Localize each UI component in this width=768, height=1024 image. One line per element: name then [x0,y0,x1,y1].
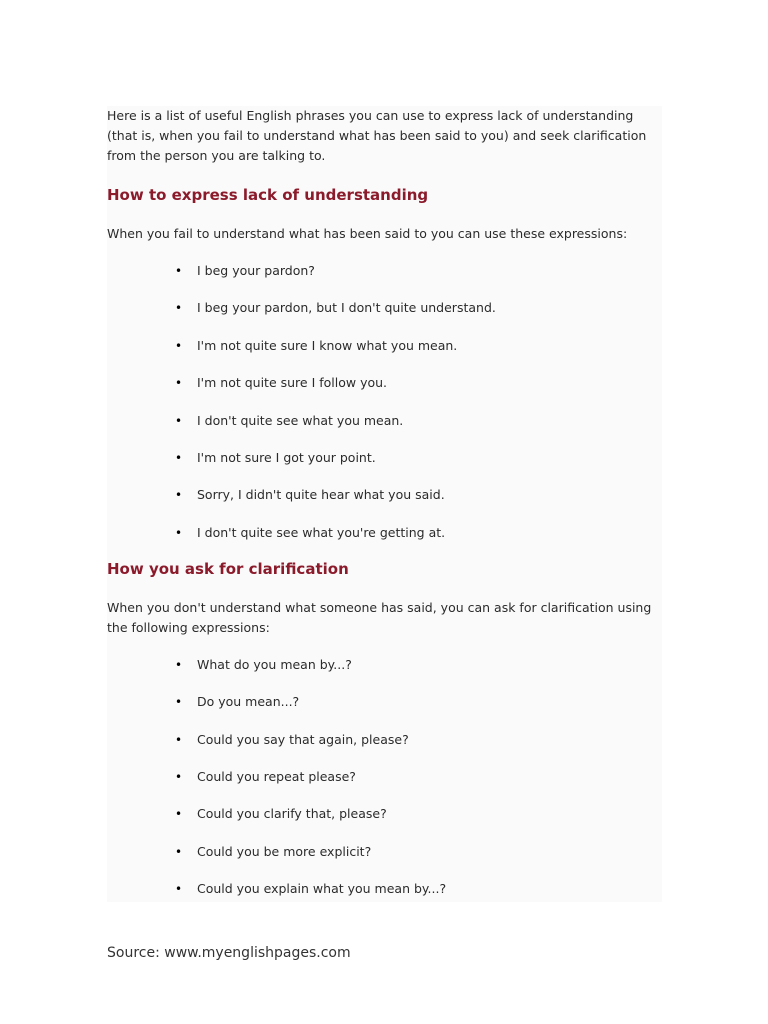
list-item: • Could you clarify that, please? [107,804,662,824]
lead-ask-for-clarification: When you don't understand what someone has said, you can ask for clarification using the following expressions: [107,599,652,635]
source-line: Source: www.myenglishpages.com [107,945,351,961]
list-item: • Could you explain what you mean by...? [107,879,662,899]
bullet-icon: • [175,338,183,353]
bullet-icon: • [175,695,183,710]
list-item: • I don't quite see what you mean. [107,411,662,431]
bullet-icon: • [175,264,183,278]
bullet-icon: • [175,657,183,672]
heading-ask-for-clarification: How you ask for clarification [107,559,349,578]
document-panel [107,106,662,902]
bullet-icon: • [175,413,183,428]
list-ask-for-clarification [107,655,662,899]
bullet-icon: • [175,732,183,747]
list-item: • Could you be more explicit? [107,842,662,862]
bullet-icon: • [175,301,183,316]
list-item: • Sorry, I didn't quite hear what you said. [107,485,662,505]
bullet-icon: • [175,376,183,391]
list-item: • I beg your pardon, but I don't quite understand. [107,298,662,318]
list-item: • Could you say that again, please? [107,730,662,750]
list-item: • Could you repeat please? [107,767,662,787]
list-item: • I don't quite see what you're getting at. [107,523,662,543]
bullet-icon: • [175,769,183,784]
bullet-icon: • [175,844,183,859]
list-item: • I'm not quite sure I follow you. [107,373,662,393]
bullet-icon: • [175,807,183,822]
bullet-icon: • [175,525,183,540]
list-item: • Do you mean...? [107,692,662,712]
bullet-icon: • [175,882,183,897]
heading-lack-of-understanding: How to express lack of understanding [107,186,429,204]
list-lack-of-understanding [107,261,662,543]
lead-lack-of-understanding: When you fail to understand what has been said to you can use these expressions: [107,226,628,241]
bullet-icon: • [175,450,183,465]
list-item: • What do you mean by...? [107,655,662,675]
list-item: • I'm not sure I got your point. [107,448,662,468]
list-item: • I'm not quite sure I know what you mean. [107,336,662,356]
bullet-icon: • [175,488,183,503]
intro-paragraph: Here is a list of useful English phrases you can use to express lack of understanding (that is, when you fail to understand what has been said to you) and seek clarification from the person you are talking to. [107,108,647,163]
list-item: • I beg your pardon? [107,261,662,281]
